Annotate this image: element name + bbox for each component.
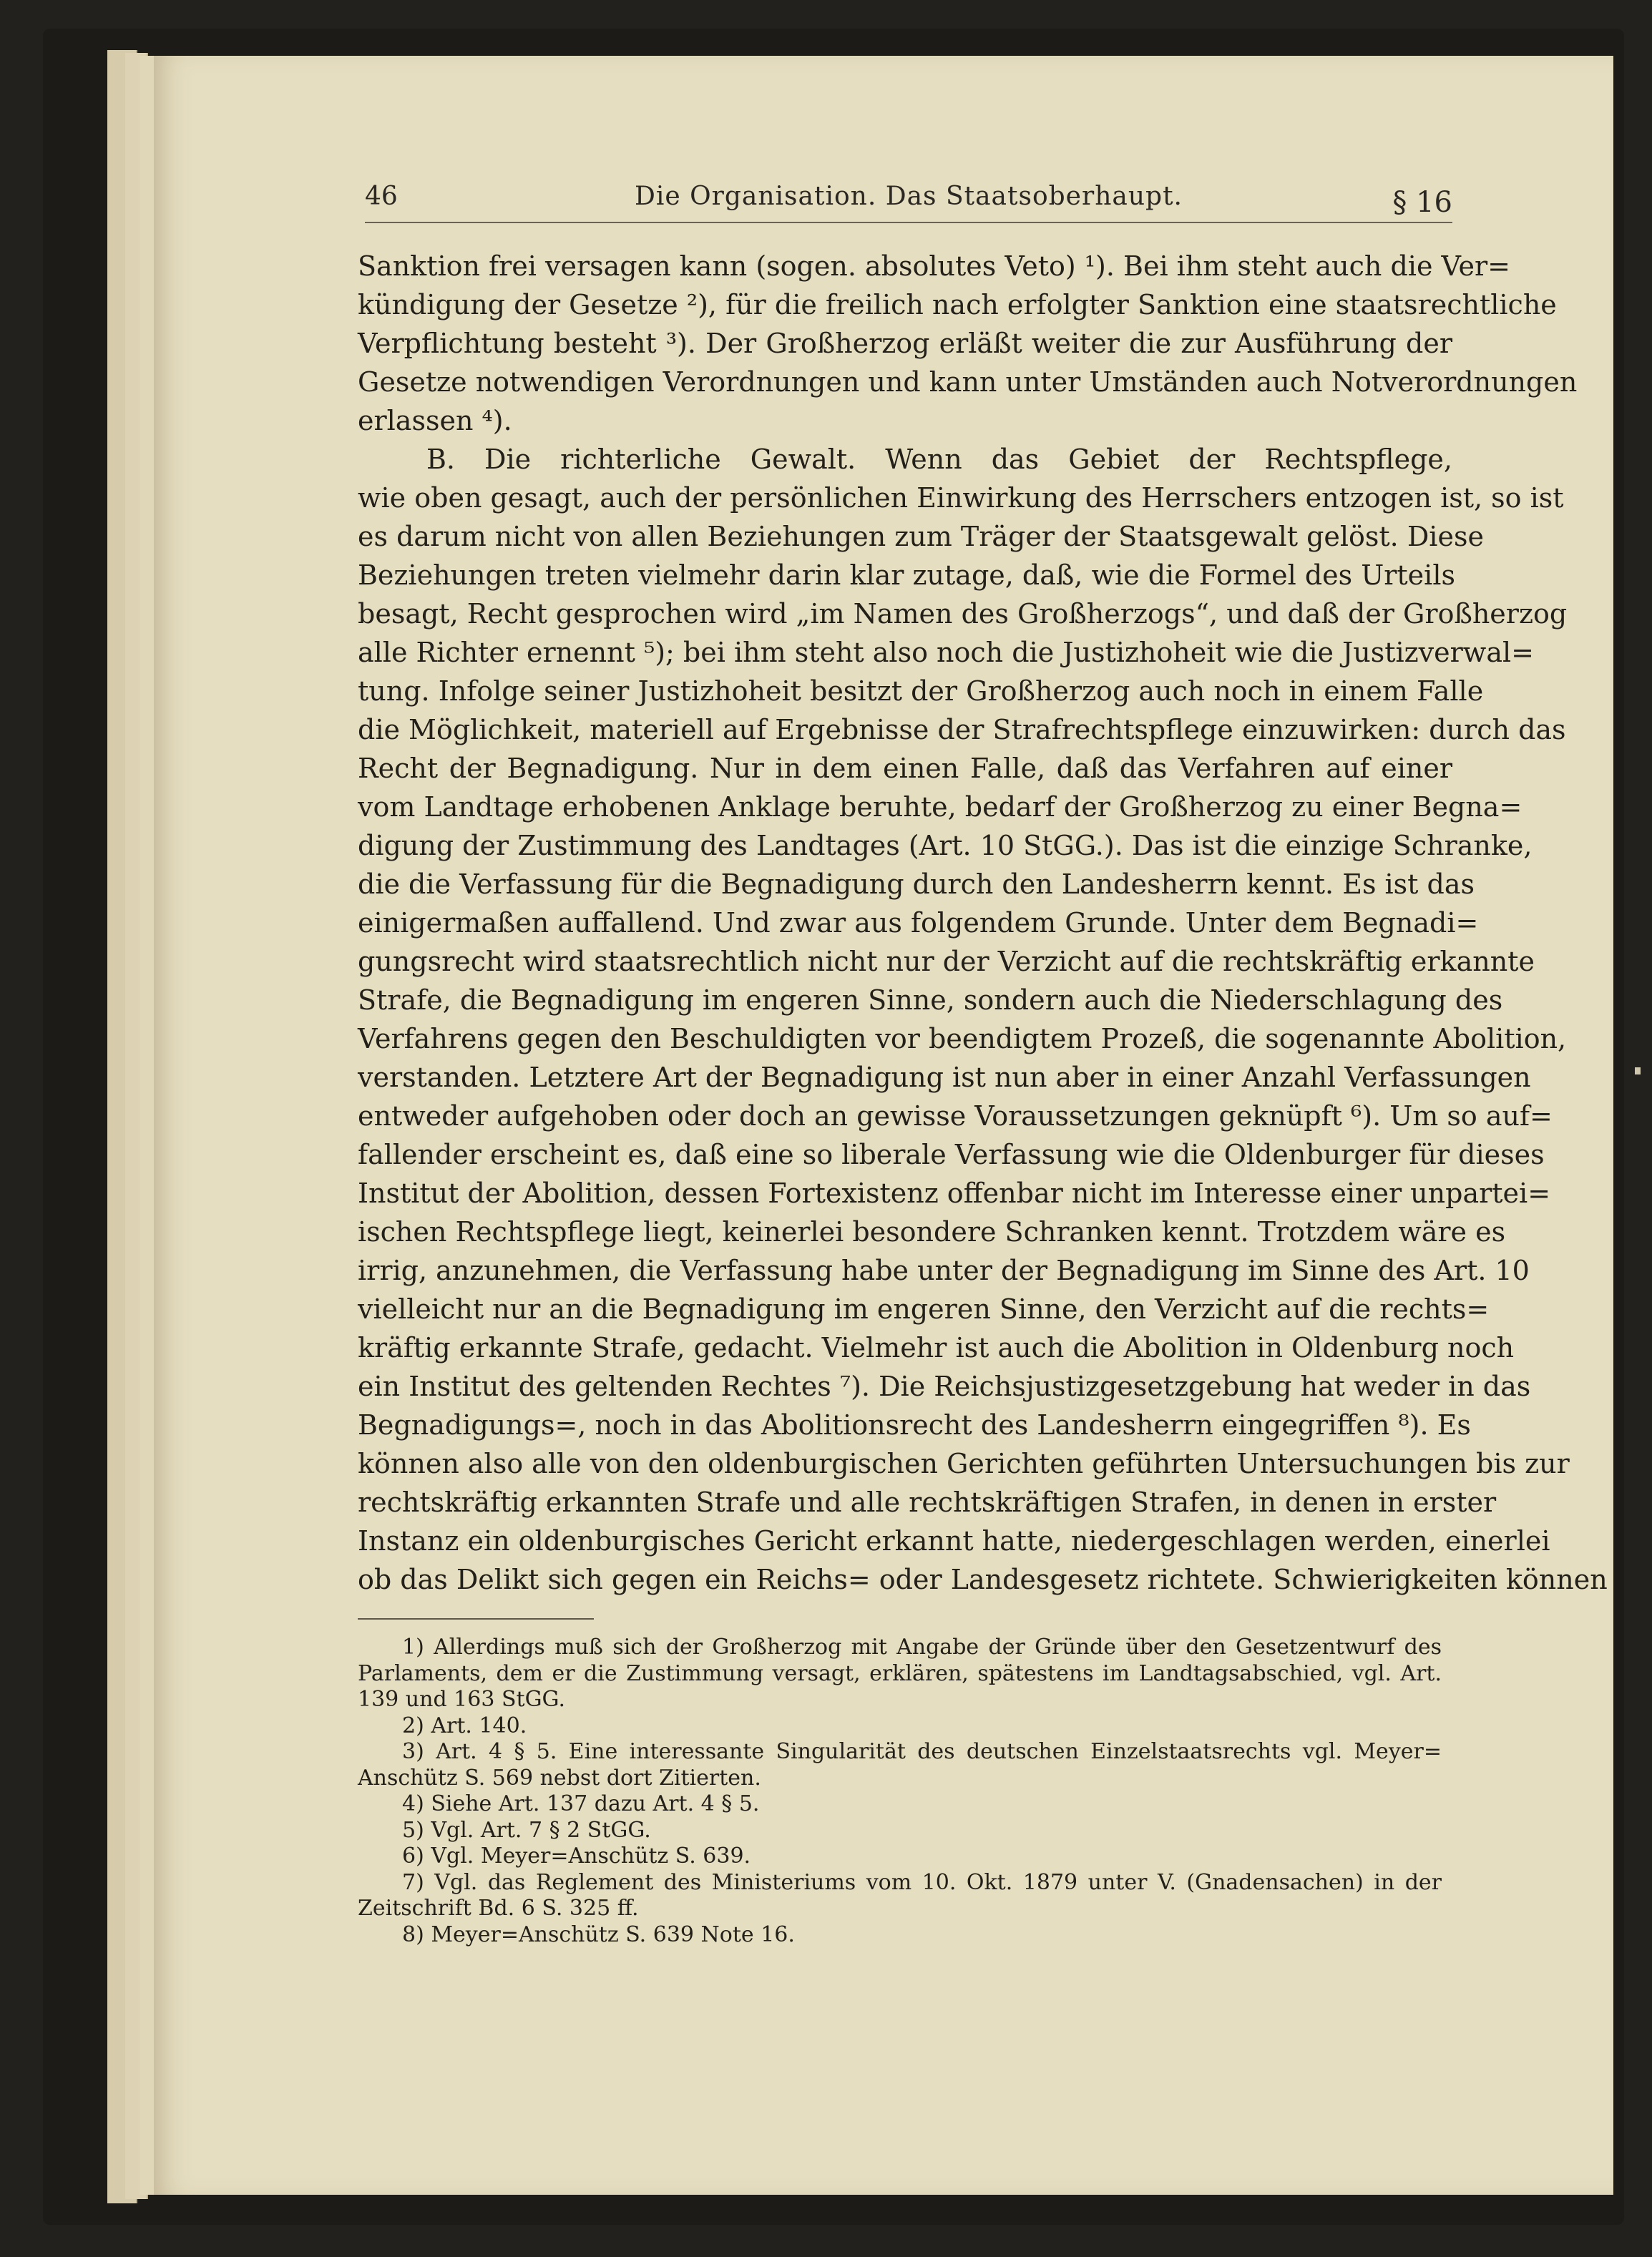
footnote-line: Parlaments, dem er die Zustimmung versagt, erklären, spätestens im Landtagsabschied, vgl. Art. [358, 1660, 1442, 1686]
body-line: erlassen ⁴). [358, 405, 512, 436]
body-line: fallender erscheint es, daß eine so liberale Verfassung wie die Oldenburger für dieses [358, 1139, 1545, 1170]
body-line: Institut der Abolition, dessen Fortexistenz offenbar nicht im Interesse einer unpartei= [358, 1178, 1551, 1209]
footnote-line: 6) Vgl. Meyer=Anschütz S. 639. [402, 1844, 751, 1869]
footnote-line: 7) Vgl. das Reglement des Ministeriums vom 10. Okt. 1879 unter V. (Gnadensachen) in der [402, 1869, 1442, 1895]
footnote-line: 1) Allerdings muß sich der Großherzog mit Angabe der Gründe über den Gesetzentwurf des [402, 1635, 1442, 1660]
body-line: irrig, anzunehmen, die Verfassung habe unter der Begnadigung im Sinne des Art. 10 [358, 1255, 1530, 1286]
body-line: Begnadigungs=, noch in das Abolitionsrecht des Landesherrn eingegriffen ⁸). Es [358, 1409, 1471, 1441]
footnote-line: 3) Art. 4 § 5. Eine interessante Singularität des deutschen Einzelstaatsrechts vgl. Meyer= [402, 1739, 1442, 1764]
body-line: ob das Delikt sich gegen ein Reichs= oder Landesgesetz richtete. Schwierigkeiten können [358, 1564, 1608, 1595]
footnote-line: Anschütz S. 569 nebst dort Zitierten. [358, 1765, 761, 1791]
body-line: die Möglichkeit, materiell auf Ergebnisse der Strafrechtspflege einzuwirken: durch das [358, 714, 1566, 745]
footnote-line: 2) Art. 140. [402, 1713, 527, 1738]
body-line: digung der Zustimmung des Landtages (Art. 10 StGG.). Das ist die einzige Schranke, [358, 830, 1533, 861]
body-line: Beziehungen treten vielmehr darin klar zutage, daß, wie die Formel des Urteils [358, 559, 1455, 591]
body-line: ein Institut des geltenden Rechtes ⁷). Die Reichsjustizgesetzgebung hat weder in das [358, 1371, 1531, 1402]
body-line: Verpflichtung besteht ³). Der Großherzog erläßt weiter die zur Ausführung der [358, 328, 1452, 359]
body-line: Verfahrens gegen den Beschuldigten vor beendigtem Prozeß, die sogenannte Abolition, [358, 1023, 1567, 1054]
body-line: alle Richter ernennt ⁵); bei ihm steht also noch die Justizhoheit wie die Justizverwal= [358, 637, 1534, 668]
body-line: gungsrecht wird staatsrechtlich nicht nur der Verzicht auf die rechtskräftig erkannte [358, 946, 1535, 977]
body-line: die die Verfassung für die Begnadigung durch den Landesherrn kennt. Es ist das [358, 868, 1475, 900]
running-title: Die Organisation. Das Staatsoberhaupt. [635, 182, 1183, 211]
footnote-line: 5) Vgl. Art. 7 § 2 StGG. [402, 1817, 651, 1843]
body-line: B. Die richterliche Gewalt. Wenn das Gebiet der Rechtspflege, [426, 444, 1452, 475]
body-line: können also alle von den oldenburgischen Gerichten geführten Untersuchungen bis zur [358, 1448, 1570, 1479]
body-line: besagt, Recht gesprochen wird „im Namen des Großherzogs“, und daß der Großherzog [358, 598, 1568, 630]
footnote-line: 8) Meyer=Anschütz S. 639 Note 16. [402, 1921, 795, 1947]
body-line: wie oben gesagt, auch der persönlichen Einwirkung des Herrschers entzogen ist, so ist [358, 482, 1564, 514]
body-line: es darum nicht von allen Beziehungen zum Träger der Staatsgewalt gelöst. Diese [358, 521, 1484, 552]
body-line: kündigung der Gesetze ²), für die freilich nach erfolgter Sanktion eine staatsrechtliche [358, 289, 1557, 320]
body-line: Strafe, die Begnadigung im engeren Sinne, sondern auch die Niederschlagung des [358, 984, 1503, 1016]
footnote-separator [358, 1618, 594, 1620]
margin-mark [1635, 1067, 1641, 1074]
body-line: rechtskräftig erkannten Strafe und alle rechtskräftigen Strafen, in denen in erster [358, 1487, 1497, 1518]
body-line: ischen Rechtspflege liegt, keinerlei besondere Schranken kennt. Trotzdem wäre es [358, 1216, 1506, 1248]
footnote-line: 139 und 163 StGG. [358, 1687, 565, 1712]
footnotes [358, 1635, 1442, 1948]
body-line: einigermaßen auffallend. Und zwar aus folgendem Grunde. Unter dem Begnadi= [358, 907, 1479, 939]
body-line: verstanden. Letztere Art der Begnadigung ist nun aber in einer Anzahl Verfassungen [358, 1062, 1531, 1093]
body-line: kräftig erkannte Strafe, gedacht. Vielmehr ist auch die Abolition in Oldenburg noch [358, 1332, 1515, 1363]
body-line: entweder aufgehoben oder doch an gewisse Voraussetzungen geknüpft ⁶). Um so auf= [358, 1100, 1553, 1132]
page-number: 46 [365, 182, 398, 211]
body-line: vom Landtage erhobenen Anklage beruhte, bedarf der Großherzog zu einer Begna= [358, 791, 1523, 823]
body-line: tung. Infolge seiner Justizhoheit besitzt der Großherzog auch noch in einem Falle [358, 675, 1484, 707]
body-line: Gesetze notwendigen Verordnungen und kann unter Umständen auch Notverordnungen [358, 366, 1578, 398]
section-number: § 16 [1392, 186, 1452, 219]
body-line: Sanktion frei versagen kann (sogen. absolutes Veto) ¹). Bei ihm steht auch die Ver= [358, 250, 1510, 282]
body-line: Recht der Begnadigung. Nur in dem einen Falle, daß das Verfahren auf einer [358, 753, 1452, 784]
body-line: Instanz ein oldenburgisches Gericht erkannt hatte, niedergeschlagen werden, einerlei [358, 1525, 1550, 1557]
body-text [358, 247, 1608, 1599]
footnote-line: 4) Siehe Art. 137 dazu Art. 4 § 5. [402, 1791, 760, 1816]
footnote-line: Zeitschrift Bd. 6 S. 325 ff. [358, 1896, 639, 1921]
body-line: vielleicht nur an die Begnadigung im engeren Sinne, den Verzicht auf die rechts= [358, 1293, 1490, 1325]
running-header [365, 179, 1452, 223]
